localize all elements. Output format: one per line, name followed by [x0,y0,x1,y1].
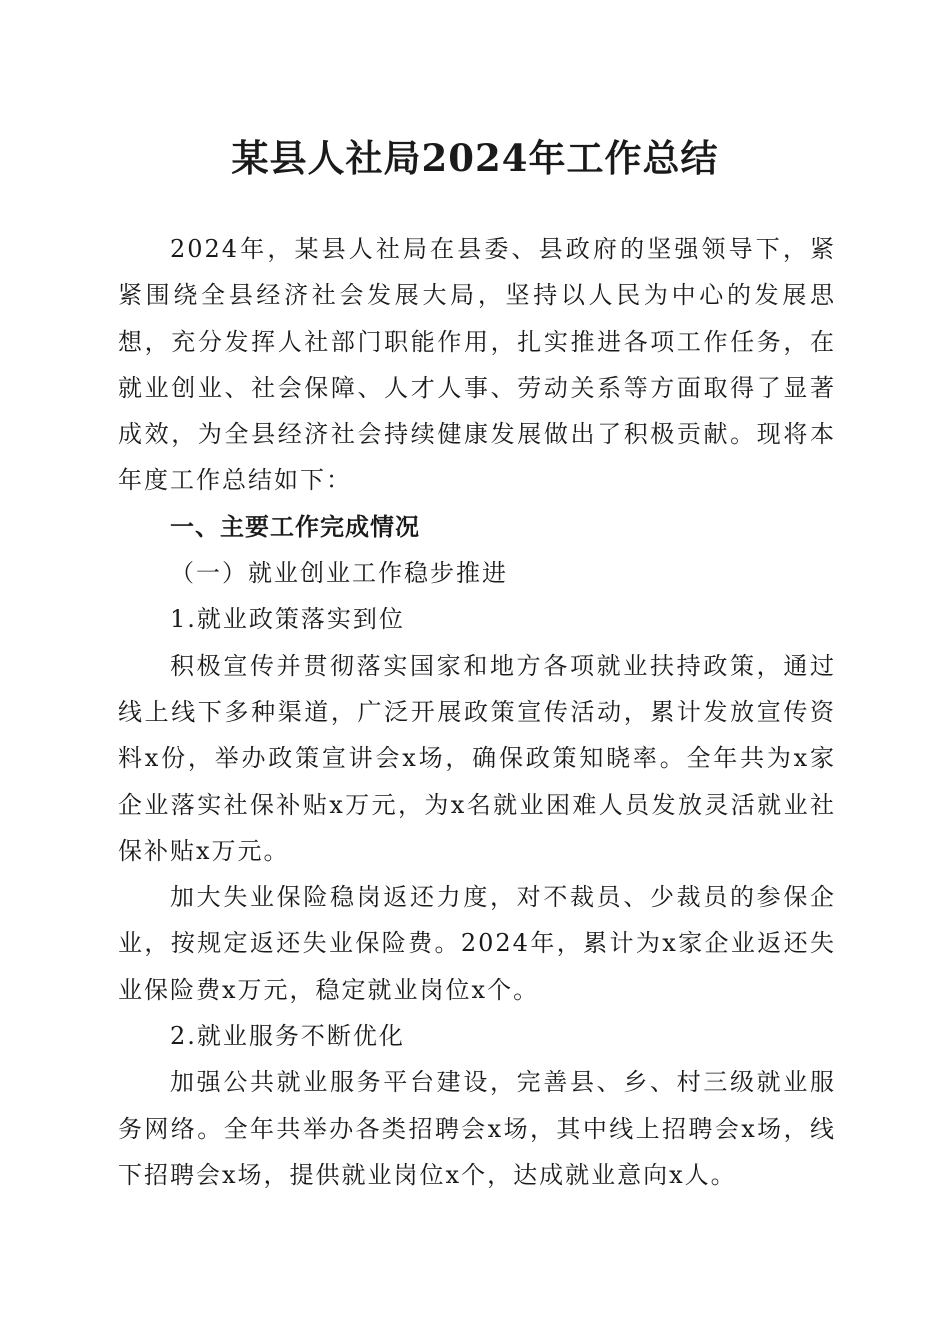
document-title: 某县人社局2024年工作总结 [231,136,719,180]
document-body [118,226,836,1198]
item-heading-policy: 1.就业政策落实到位 [170,605,405,634]
item-heading-service: 2.就业服务不断优化 [170,1022,405,1051]
section-heading-main-work: 一、主要工作完成情况 [170,512,420,541]
policy-paragraph-2: 加大失业保险稳岗返还力度，对不裁员、少裁员的参保企业，按规定返还失业保险费。2024年，累计为x家企业返还失业保险费x万元，稳定就业岗位x个。 [118,883,836,1004]
policy-paragraph-1: 积极宣传并贯彻落实国家和地方各项就业扶持政策，通过线上线下多种渠道，广泛开展政策宣传活动，累计发放宣传资料x份，举办政策宣讲会x场，确保政策知晓率。全年共为x家企业落实社保补贴x万元，为x名就业困难人员发放灵活就业社保补贴x万元。 [118,651,836,865]
subsection-heading-employment: （一）就业创业工作稳步推进 [170,559,508,588]
intro-paragraph: 2024年，某县人社局在县委、县政府的坚强领导下，紧紧围绕全县经济社会发展大局，坚持以人民为中心的发展思想，充分发挥人社部门职能作用，扎实推进各项工作任务，在就业创业、社会保障、人才人事、劳动关系等方面取得了显著成效，为全县经济社会持续健康发展做出了积极贡献。现将本年度工作总结如下： [118,235,836,495]
service-paragraph-1: 加强公共就业服务平台建设，完善县、乡、村三级就业服务网络。全年共举办各类招聘会x场，其中线上招聘会x场，线下招聘会x场，提供就业岗位x个，达成就业意向x人。 [118,1068,836,1189]
